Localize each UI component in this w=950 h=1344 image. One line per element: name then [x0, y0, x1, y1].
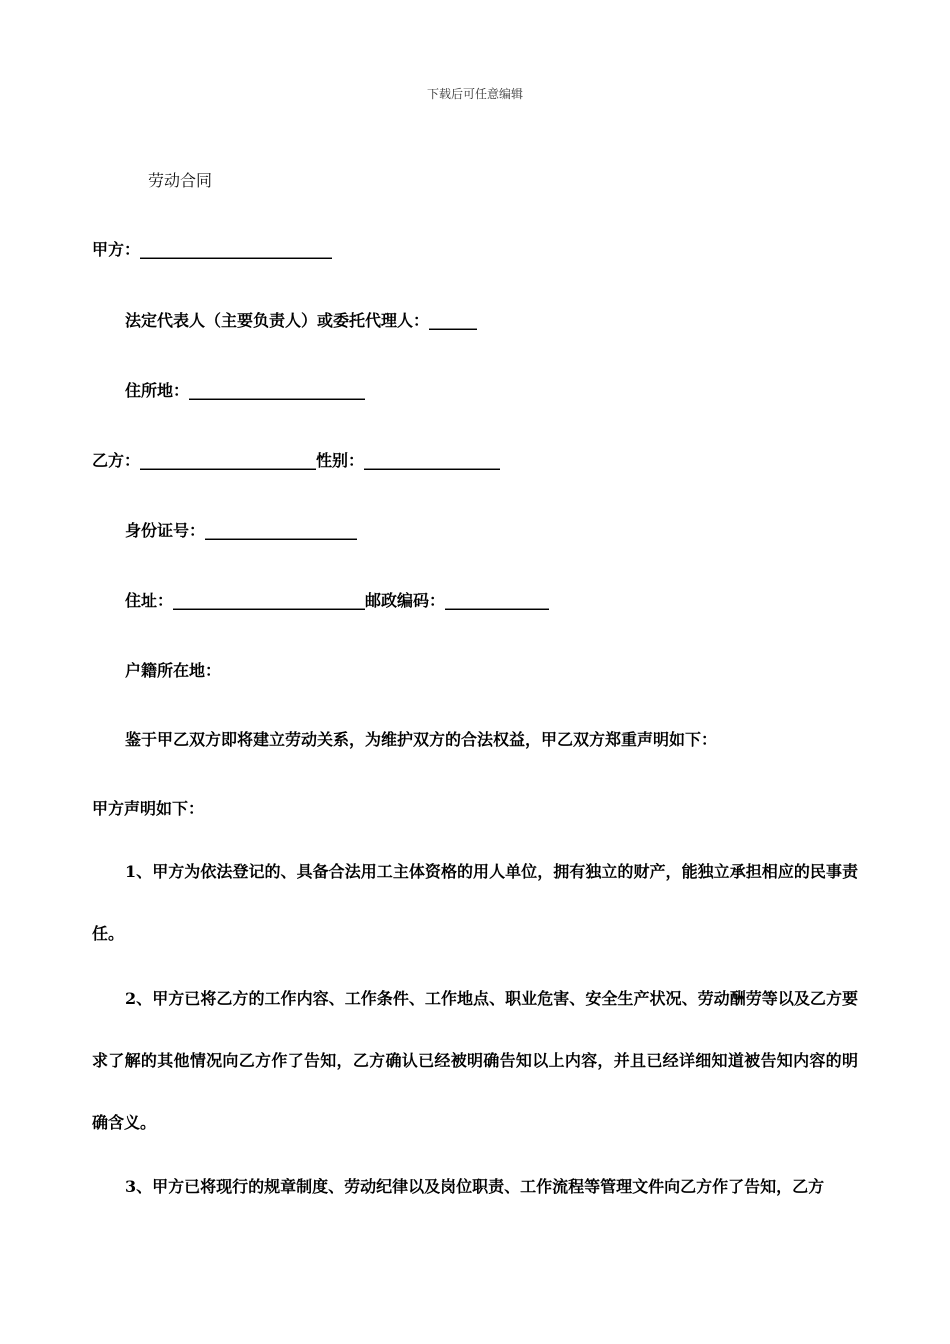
document-title: 劳动合同	[148, 171, 213, 190]
field-legal-representative: 法定代表人（主要负责人）或委托代理人：______	[125, 311, 478, 330]
clause-2: 2、甲方已将乙方的工作内容、工作条件、工作地点、职业危害、安全生产状况、劳动酬劳等以及乙方要求了解的其他情况向乙方作了告知，乙方确认已经被明确告知以上内容，并且已经详细知道被告知内容的明确含义。	[92, 989, 858, 1132]
preamble: 鉴于甲乙双方即将建立劳动关系，为维护双方的合法权益，甲乙双方郑重声明如下：	[125, 730, 718, 749]
field-address-postcode: 住址：________________________邮政编码：_____________	[125, 591, 550, 610]
field-residence: 住所地：______________________	[125, 381, 366, 400]
party-a-declaration-heading: 甲方声明如下：	[92, 799, 205, 818]
page-header-note: 下载后可任意编辑	[426, 87, 523, 101]
clause-1: 1、甲方为依法登记的、具备合法用工主体资格的用人单位，拥有独立的财产，能独立承担相应的民事责任。	[92, 862, 858, 943]
field-party-b-gender: 乙方：______________________性别：_________________	[92, 451, 501, 470]
field-id-number: 身份证号：___________________	[125, 521, 358, 540]
field-party-a: 甲方：________________________	[92, 240, 333, 259]
field-household-registration: 户籍所在地：	[125, 661, 222, 680]
clause-3: 3、甲方已将现行的规章制度、劳动纪律以及岗位职责、工作流程等管理文件向乙方作了告知，乙方	[125, 1177, 825, 1196]
